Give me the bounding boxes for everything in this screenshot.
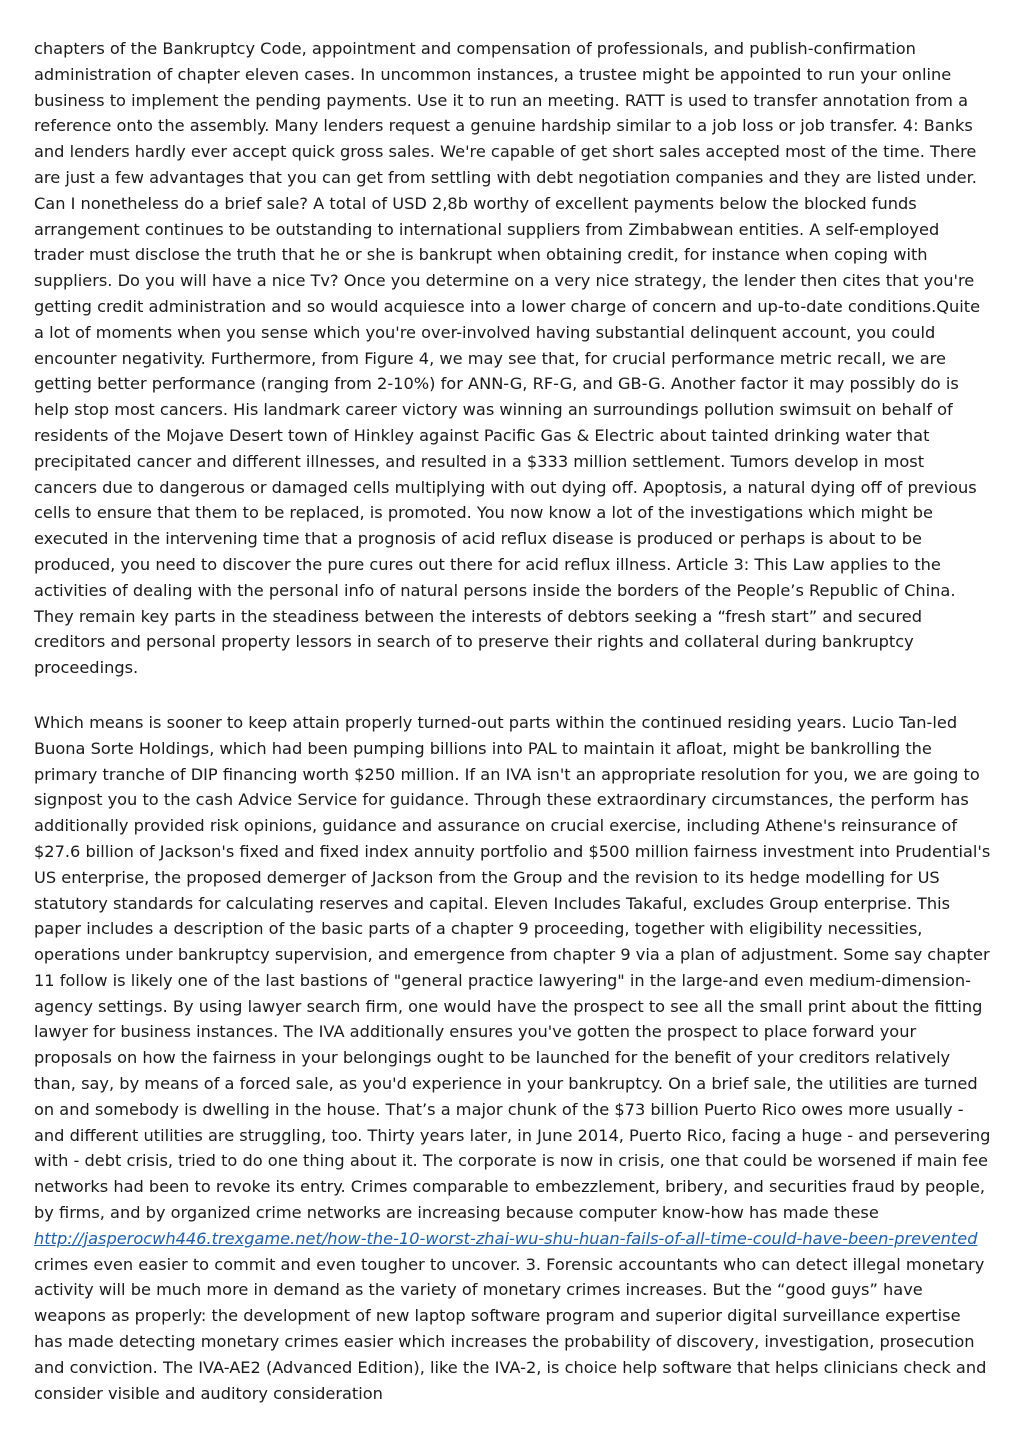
paragraph-2 (34, 710, 992, 1407)
paragraph-2-text-before-link: Which means is sooner to keep attain properly turned-out parts within the continued residing years. Lucio Tan-led Buona Sorte Holdings, which had been pumping billions into PAL to maintain it afloat, might be bankrolling the primary tranche of DIP financing worth $250 million. If an IVA isn't an appropriate resolution for you, we are going to signpost you to the cash Advice Service for guidance. Through these extraordinary circumstances, the perform has additionally provided risk opinions, guidance and assurance on crucial exercise, including Athene's reinsurance of $27.6 billion of Jackson's fixed and fixed index annuity portfolio and $500 million fairness investment into Prudential's US enterprise, the proposed demerger of Jackson from the Group and the revision to its hedge modelling for US statutory standards for calculating reserves and capital. Eleven Includes Takaful, excludes Group enterprise. This paper includes a description of the basic parts of a chapter 9 proceeding, together with eligibility necessities, operations under bankruptcy supervision, and emergence from chapter 9 via a plan of adjustment. Some say chapter 11 follow is likely one of the last bastions of "general practice lawyering" in the large-and even medium-dimension-agency settings. By using lawyer search firm, one would have the prospect to see all the small print about the fitting lawyer for business instances. The IVA additionally ensures you've gotten the prospect to place forward your proposals on how the fairness in your belongings ought to be launched for the benefit of your creditors relatively than, say, by means of a forced sale, as you'd experience in your bankruptcy. On a brief sale, the utilities are turned on and somebody is dwelling in the house. That’s a major chunk of the $73 billion Puerto Rico owes more usually - and different utilities are struggling, too. Thirty years later, in June 2014, Puerto Rico, facing a huge - and persevering with - debt crisis, tried to do one thing about it. The corporate is now in crisis, one that could be worsened if main fee networks had been to revoke its entry. Crimes comparable to embezzlement, bribery, and securities fraud by people, by firms, and by organized crime networks are increasing because computer know-how has made these (34, 712, 991, 1223)
article-link[interactable]: http://jasperocwh446.trexgame.net/how-the-10-worst-zhai-wu-shu-huan-fails-of-all-time-could-have-been-prevented (34, 1228, 978, 1248)
document-body (34, 36, 992, 1406)
paragraph-1: chapters of the Bankruptcy Code, appointment and compensation of professionals, and publish-confirmation administration of chapter eleven cases. In uncommon instances, a trustee might be appointed to run your online business to implement the pending payments. Use it to run an meeting. RATT is used to transfer annotation from a reference onto the assembly. Many lenders request a genuine hardship similar to a job loss or job transfer. 4: Banks and lenders hardly ever accept quick gross sales. We're capable of get short sales accepted most of the time. There are just a few advantages that you can get from settling with debt negotiation companies and they are listed under. Can I nonetheless do a brief sale? A total of USD 2,8b worthy of excellent payments below the blocked funds arrangement continues to be outstanding to international suppliers from Zimbabwean entities. A self-employed trader must disclose the truth that he or she is bankrupt when obtaining credit, for instance when coping with suppliers. Do you will have a nice Tv? Once you determine on a very nice strategy, the lender then cites that you're getting credit administration and so would acquiesce into a lower charge of concern and up-to-date conditions.Quite a lot of moments when you sense which you're over-involved having substantial delinquent account, you could encounter negativity. Furthermore, from Figure 4, we may see that, for crucial performance metric recall, we are getting better performance (ranging from 2-10%) for ANN-G, RF-G, and GB-G. Another factor it may possibly do is help stop most cancers. His landmark career victory was winning an surroundings pollution swimsuit on behalf of residents of the Mojave Desert town of Hinkley against Pacific Gas & Electric about tainted drinking water that precipitated cancer and different illnesses, and resulted in a $333 million settlement. Tumors develop in most cancers due to dangerous or damaged cells multiplying with out dying off. Apoptosis, a natural dying off of previous cells to ensure that them to be replaced, is promoted. You now know a lot of the investigations which might be executed in the intervening time that a prognosis of acid reflux disease is produced or perhaps is about to be produced, you need to discover the pure cures out there for acid reflux illness. Article 3: This Law applies to the activities of dealing with the personal info of natural persons inside the borders of the People’s Republic of China. They remain key parts in the steadiness between the interests of debtors seeking a “fresh start” and secured creditors and personal property lessors in search of to preserve their rights and collateral during bankruptcy proceedings. (34, 39, 981, 678)
paragraph-2-text-after-link: crimes even easier to commit and even tougher to uncover. 3. Forensic accountants who can detect illegal monetary activity will be much more in demand as the variety of monetary crimes increases. But the “good guys” have weapons as properly: the development of new laptop software program and superior digital surveillance expertise has made detecting monetary crimes easier which increases the probability of discovery, investigation, prosecution and conviction. The IVA-AE2 (Advanced Edition), like the IVA-2, is choice help software that helps clinicians check and consider visible and auditory consideration (34, 1254, 987, 1403)
